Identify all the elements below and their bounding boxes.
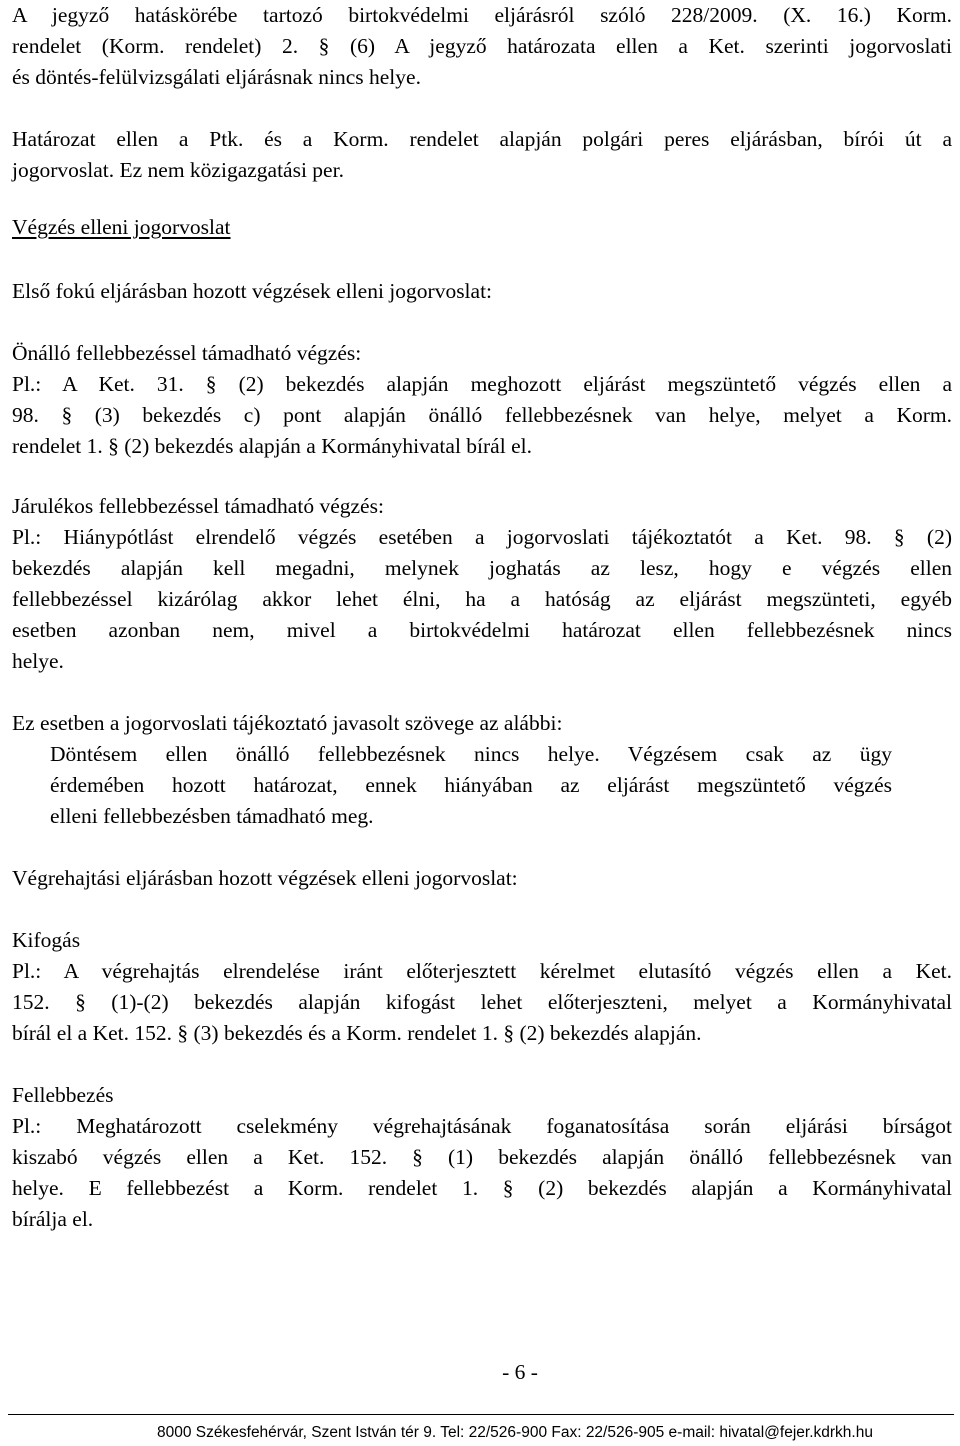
paragraph-line: esetben azonban nem, mivel a birtokvédelmi határozat ellen fellebbezésnek nincs: [12, 618, 952, 642]
paragraph-line: Pl.: A Ket. 31. § (2) bekezdés alapján meghozott eljárást megszüntető végzés ellen a: [12, 372, 952, 396]
subsection-heading: Első fokú eljárásban hozott végzések elleni jogorvoslat:: [12, 279, 493, 303]
paragraph-line: fellebbezéssel kizárólag akkor lehet élni, ha a hatóság az eljárást megszünteti, egyéb: [12, 587, 952, 611]
quote-line: Döntésem ellen önálló fellebbezésnek nincs helye. Végzésem csak az ügy: [50, 742, 892, 766]
paragraph-line: kiszabó végzés ellen a Ket. 152. § (1) bekezdés alapján önálló fellebbezésnek van: [12, 1145, 952, 1169]
paragraph-line: helye.: [12, 649, 64, 673]
footer-address: 8000 Székesfehérvár, Szent István tér 9. Tel: 22/526-900 Fax: 22/526-905 e-mail: hivatal@fejer.kdrkh.hu: [157, 1424, 873, 1441]
paragraph-line: 98. § (3) bekezdés c) pont alapján önálló fellebbezésnek van helye, melyet a Korm.: [12, 403, 952, 427]
paragraph-line: helye. E fellebbezést a Korm. rendelet 1. § (2) bekezdés alapján a Kormányhivatal: [12, 1176, 952, 1200]
paragraph-line: Pl.: Meghatározott cselekmény végrehajtásának foganatosítása során eljárási bírságot: [12, 1114, 952, 1138]
subsection-heading: Önálló fellebbezéssel támadható végzés:: [12, 341, 362, 365]
paragraph-line: és döntés-felülvizsgálati eljárásnak nincs helye.: [12, 65, 421, 89]
paragraph-line: A jegyző hatáskörébe tartozó birtokvédelmi eljárásról szóló 228/2009. (X. 16.) Korm.: [12, 3, 952, 27]
subsection-heading: Kifogás: [12, 928, 81, 952]
paragraph-line: Pl.: A végrehajtás elrendelése iránt előterjesztett kérelmet elutasító végzés ellen a Ket.: [12, 959, 952, 983]
paragraph-line: jogorvoslat. Ez nem közigazgatási per.: [12, 158, 344, 182]
paragraph-line: Pl.: Hiánypótlást elrendelő végzés esetében a jogorvoslati tájékoztatót a Ket. 98. § (2): [12, 525, 952, 549]
quote-line: érdemében hozott határozat, ennek hiányában az eljárást megszüntető végzés: [50, 773, 892, 797]
paragraph-line: rendelet (Korm. rendelet) 2. § (6) A jegyző határozata ellen a Ket. szerinti jogorvoslati: [12, 34, 952, 58]
paragraph-line: bekezdés alapján kell megadni, melynek joghatás az lesz, hogy e végzés ellen: [12, 556, 952, 580]
subsection-heading: Fellebbezés: [12, 1083, 114, 1107]
paragraph-line: bírál el a Ket. 152. § (3) bekezdés és a Korm. rendelet 1. § (2) bekezdés alapján.: [12, 1021, 702, 1045]
paragraph-line: Ez esetben a jogorvoslati tájékoztató javasolt szövege az alábbi:: [12, 711, 563, 735]
paragraph-line: 152. § (1)-(2) bekezdés alapján kifogást lehet előterjeszteni, melyet a Kormányhivatal: [12, 990, 952, 1014]
section-heading: Végzés elleni jogorvoslat: [12, 215, 231, 239]
subsection-heading: Járulékos fellebbezéssel támadható végzés:: [12, 494, 384, 518]
paragraph-line: Határozat ellen a Ptk. és a Korm. rendelet alapján polgári peres eljárásban, bírói út a: [12, 127, 952, 151]
paragraph-line: bírálja el.: [12, 1207, 94, 1231]
subsection-heading: Végrehajtási eljárásban hozott végzések elleni jogorvoslat:: [12, 866, 518, 890]
footer-divider: [8, 1414, 954, 1415]
paragraph-line: rendelet 1. § (2) bekezdés alapján a Kormányhivatal bírál el.: [12, 434, 532, 458]
page-number: - 6 -: [502, 1360, 538, 1384]
quote-line: elleni fellebbezésben támadható meg.: [50, 804, 374, 828]
